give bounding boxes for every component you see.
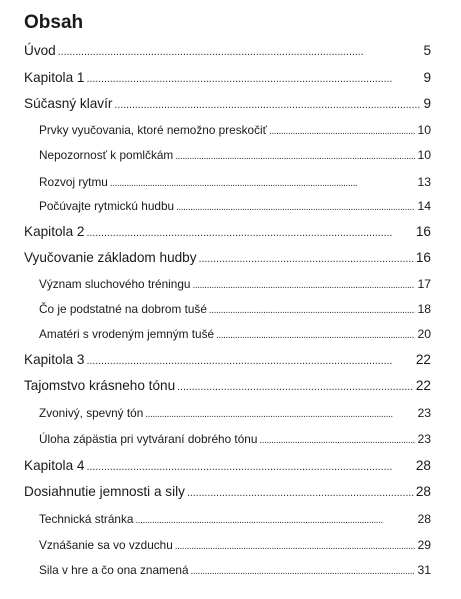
toc-entry-page: 29 [417, 538, 431, 552]
toc-entry [39, 123, 431, 137]
toc-entry-title: Kapitola 3 [24, 352, 85, 367]
dot-leader [110, 178, 416, 189]
toc-entry-title: Sila v hre a čo ona znamená [39, 563, 189, 577]
toc-entry-title: Úloha zápästia pri vytváraní dobrého tónu [39, 432, 258, 446]
toc-entry [39, 199, 431, 213]
dot-leader [175, 541, 416, 552]
toc-entry [24, 378, 431, 393]
toc-entry-page: 16 [415, 250, 431, 265]
toc-entry [24, 43, 431, 58]
toc-entry-title: Amatéri s vrodeným jemným tušé [39, 327, 215, 341]
toc-entry-page: 16 [415, 224, 431, 239]
dot-leader [86, 355, 413, 367]
toc-entry-title: Vznášanie sa vo vzduchu [39, 538, 173, 552]
toc-entry-title: Úvod [24, 43, 56, 58]
toc-entry-page: 28 [417, 512, 431, 526]
toc-entry-title: Počúvajte rytmickú hudbu [39, 199, 175, 213]
toc-entry-page: 10 [417, 148, 431, 162]
dot-leader [259, 435, 415, 446]
toc-entry [24, 224, 431, 239]
toc-entry-title: Kapitola 2 [24, 224, 85, 239]
toc-entry [39, 175, 431, 189]
toc-entry [39, 406, 431, 420]
toc-entry-page: 20 [417, 327, 431, 341]
toc-entry-title: Súčasný klavír [24, 96, 113, 111]
toc-entry-title: Tajomstvo krásneho tónu [24, 378, 176, 393]
dot-leader [176, 202, 415, 213]
toc-entry-page: 31 [417, 563, 431, 577]
dot-leader [86, 461, 413, 473]
toc-entry-title: Rozvoj rytmu [39, 175, 108, 189]
toc-entry-title: Význam sluchového tréningu [39, 277, 191, 291]
dot-leader [269, 126, 415, 137]
dot-leader [216, 330, 415, 341]
dot-leader [58, 46, 422, 58]
dot-leader [191, 566, 416, 577]
toc-entry [24, 250, 431, 265]
toc-entry [39, 563, 431, 577]
toc-entry-title: Nepozornosť k pomlčkám [39, 148, 174, 162]
toc-entry-title: Technická stránka [39, 512, 134, 526]
toc-entry [39, 148, 431, 162]
toc-entry-title: Prvky vyučovania, ktoré nemožno preskočiť [39, 123, 268, 137]
toc-entry [39, 512, 431, 526]
dot-leader [135, 515, 415, 526]
dot-leader [209, 305, 416, 316]
toc-entry [24, 96, 431, 111]
toc-entry-page: 18 [417, 302, 431, 316]
dot-leader [86, 73, 421, 85]
dot-leader [192, 280, 415, 291]
toc-entry [24, 352, 431, 367]
toc-entry-page: 10 [417, 123, 431, 137]
dot-leader [145, 409, 415, 420]
toc-entry [24, 484, 431, 499]
toc-entry-title: Zvonivý, spevný tón [39, 406, 144, 420]
toc-entry [39, 432, 431, 446]
toc-entry-page: 23 [417, 406, 431, 420]
toc-entry-page: 14 [417, 199, 431, 213]
toc-entry-page: 17 [417, 277, 431, 291]
toc-entry-page: 9 [423, 96, 431, 111]
toc-entry-page: 9 [423, 70, 431, 85]
toc-entry-page: 23 [417, 432, 431, 446]
toc-entry-title: Kapitola 1 [24, 70, 85, 85]
page-title: Obsah [24, 12, 84, 33]
toc-entry-page: 13 [417, 175, 431, 189]
toc-entry-title: Dosiahnutie jemnosti a sily [24, 484, 185, 499]
dot-leader [175, 151, 415, 162]
toc-entry-page: 5 [423, 43, 431, 58]
toc-entry-page: 22 [415, 352, 431, 367]
dot-leader [199, 253, 414, 265]
toc-entry [24, 70, 431, 85]
dot-leader [187, 487, 414, 499]
toc-entry-title: Čo je podstatné na dobrom tušé [39, 302, 207, 316]
toc-entry-page: 22 [415, 378, 431, 393]
toc-entry [24, 458, 431, 473]
toc-entry-title: Kapitola 4 [24, 458, 85, 473]
dot-leader [86, 227, 413, 239]
toc-entry-page: 28 [415, 458, 431, 473]
toc-entry [39, 538, 431, 552]
toc-entry-title: Vyučovanie základom hudby [24, 250, 197, 265]
toc-entry [39, 302, 431, 316]
toc-entry-page: 28 [415, 484, 431, 499]
dot-leader [114, 99, 421, 111]
toc-entry [39, 277, 431, 291]
dot-leader [177, 381, 414, 393]
toc-entry [39, 327, 431, 341]
